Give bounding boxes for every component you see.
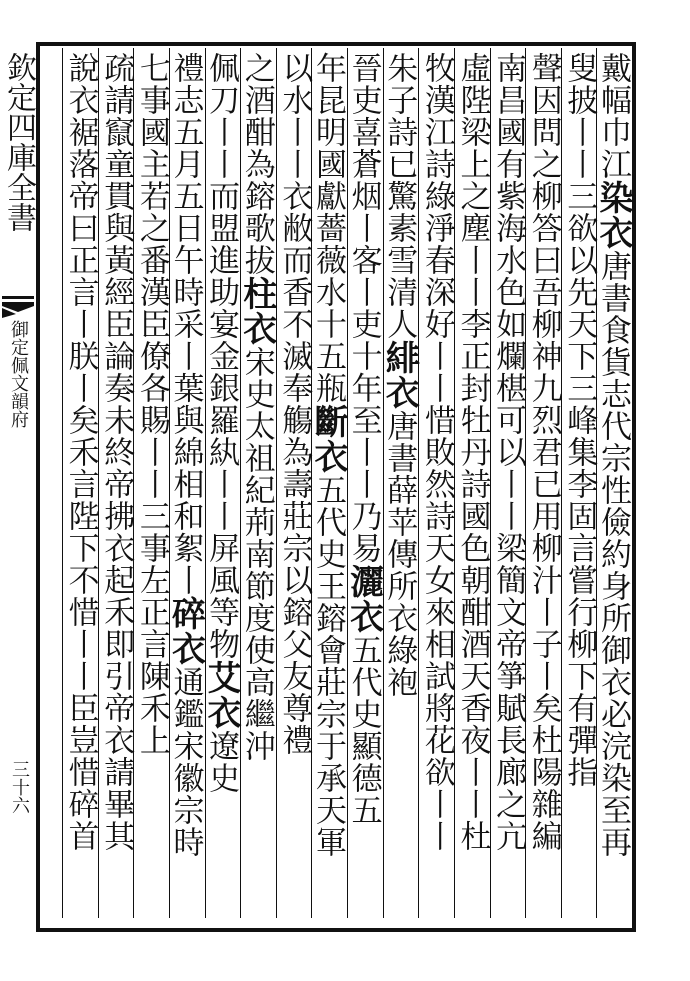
column-text: 之酒酣為鎔歌拔 <box>238 52 275 276</box>
column-text: 朱子詩已驚素雪清人 <box>381 52 418 340</box>
column-text: 七事國主若之番漢臣僚各賜丨丨三事 <box>133 52 170 564</box>
column-text: 叟披丨丨 <box>561 52 598 180</box>
text-column <box>165 52 206 918</box>
column-text: 吏十年至丨丨乃易 <box>345 308 382 564</box>
column-text: 戴幅巾江 <box>595 52 631 180</box>
entry-heading: 灑衣 <box>343 564 384 634</box>
text-column <box>490 52 527 918</box>
text-column <box>561 52 598 918</box>
text-column <box>418 52 455 918</box>
text-column <box>133 52 170 918</box>
column-text: 疏請竄童貫與黃經臣論奏未終帝拂衣起禾即引帝衣請畢其 <box>98 52 135 852</box>
entry-heading: 碎衣 <box>165 596 206 666</box>
entry-heading: 艾衣 <box>201 660 242 730</box>
column-text: 晉吏喜蒼烟丨客丨 <box>345 52 382 308</box>
column-text: 虛陛梁上之塵丨丨李正封牡丹詩國色朝酣酒天香夜丨丨杜 <box>454 52 491 852</box>
column-text: 進助宴金銀羅紈丨丨屏風等物 <box>203 244 240 660</box>
column-text: 宋史太祖紀荊南節度使高繼沖 <box>238 346 275 762</box>
entry-heading: 染衣 <box>593 180 633 250</box>
page-number: 三十六 <box>9 760 30 814</box>
book-title: 欽定四庫全書 <box>1 52 36 232</box>
column-text: 牧漢江詩綠淨春深好丨丨惜敗然詩天女來相試將花欲丨丨 <box>418 52 455 852</box>
column-text: 三欲以先天下三峰集李固言嘗行柳下有彈指 <box>561 180 598 788</box>
column-text: 佩刀丨丨而盟 <box>203 52 240 244</box>
text-column <box>62 52 99 918</box>
column-text: 五代史王鎔會莊宗于承天軍 <box>310 474 346 858</box>
column-text: 唐書薛苹傳所衣綠袍 <box>381 410 418 698</box>
column-text: 說衣裾落帝曰正言丨朕丨矣禾言陛下不惜丨丨臣豈惜碎首 <box>62 52 99 852</box>
column-text: 以水丨丨衣敝而香不滅 <box>276 52 313 372</box>
text-column <box>276 52 313 918</box>
text-column <box>98 52 135 918</box>
entry-heading: 斷衣 <box>308 404 348 474</box>
column-text: 南昌國有紫海水色如爛椹可以丨丨梁簡文帝箏賦長廊之亢 <box>490 52 527 852</box>
text-column <box>343 52 384 918</box>
column-text: 禮志五月五日午時采丨葉與綿相和絮丨 <box>167 52 204 596</box>
column-text: 奉觴為壽莊宗以鎔父友尊禮 <box>276 372 313 756</box>
column-text: 通鑑宋徽宗時 <box>167 666 204 858</box>
text-column <box>525 52 562 918</box>
text-column <box>379 52 420 918</box>
text-column <box>201 52 242 918</box>
text-column <box>454 52 491 918</box>
fish-tail-mark-icon <box>2 296 34 318</box>
entry-heading: 柱衣 <box>236 276 277 346</box>
column-text: 年昆明國獻薔薇水十五瓶 <box>310 52 346 404</box>
book-subtitle: 御定佩文韻府 <box>8 320 29 428</box>
text-column <box>308 52 348 918</box>
column-text: 唐書食貨志代宗性儉約身所御衣必浣染至再 <box>595 250 631 858</box>
column-text: 聲因問之柳答曰吾柳神九烈君已用柳汁丨子丨矣杜陽雜編 <box>525 52 562 852</box>
column-text: 遼史 <box>203 730 240 794</box>
column-text: 五代史顯德五 <box>345 634 382 826</box>
text-column <box>236 52 277 918</box>
text-column <box>593 52 633 918</box>
column-text: 左正言陳禾上 <box>133 564 170 756</box>
entry-heading: 緋衣 <box>379 340 420 410</box>
